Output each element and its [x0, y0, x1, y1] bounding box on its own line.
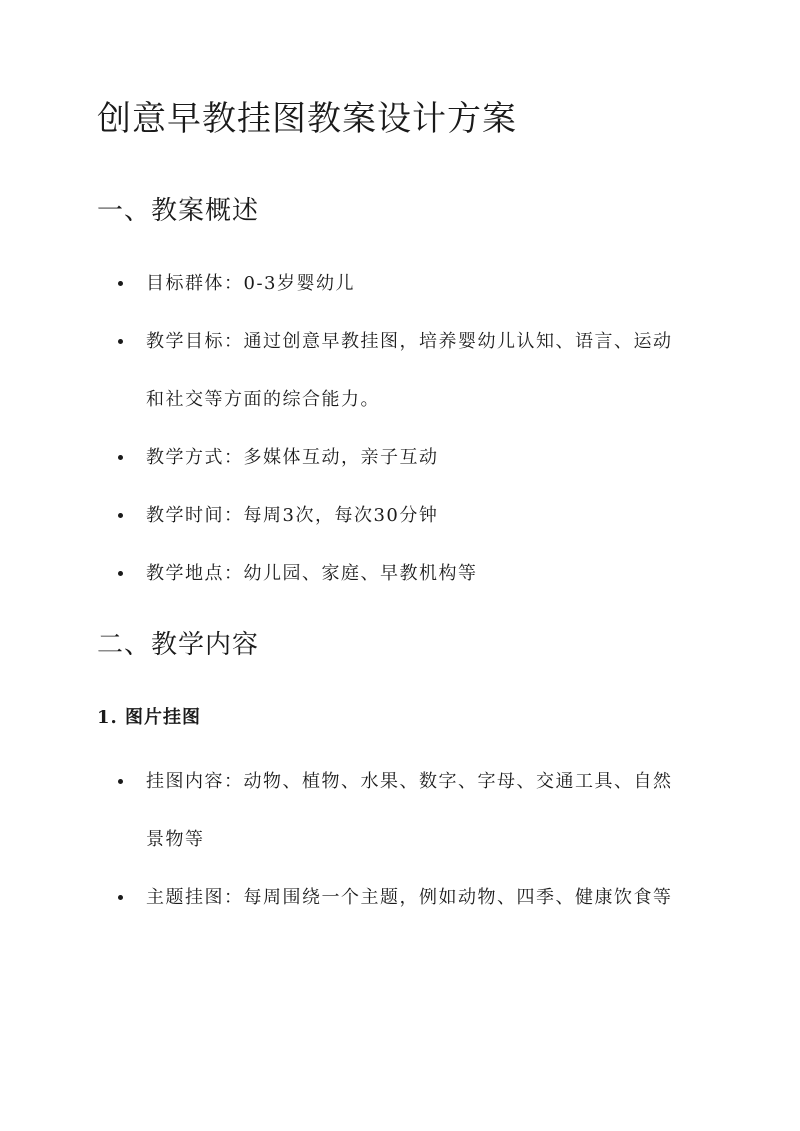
list-item-text: 教学时间：每周3次，每次30分钟: [146, 505, 439, 526]
bullet-icon: [118, 513, 123, 518]
subsection-heading-picture-charts: 1. 图片挂图: [97, 707, 202, 728]
list-item-text: 教学地点：幼儿园、家庭、早教机构等: [146, 563, 478, 584]
picture-charts-list: [0, 753, 800, 927]
bullet-icon: [118, 895, 123, 900]
list-item-text: 主题挂图：每周围绕一个主题，例如动物、四季、健康饮食等: [146, 887, 673, 908]
document-title: 创意早教挂图教案设计方案: [97, 99, 517, 139]
overview-list: [0, 255, 800, 603]
list-item-text: 教学方式：多媒体互动，亲子互动: [146, 447, 439, 468]
bullet-icon: [118, 281, 123, 286]
bullet-icon: [118, 571, 123, 576]
list-item-text: 挂图内容：动物、植物、水果、数字、字母、交通工具、自然景物等: [146, 771, 673, 850]
list-item: [0, 545, 691, 603]
list-item: [0, 487, 691, 545]
list-item-text: 目标群体：0-3岁婴幼儿: [146, 273, 355, 294]
list-item: [0, 753, 691, 869]
bullet-icon: [118, 455, 123, 460]
list-item-text: 教学目标：通过创意早教挂图，培养婴幼儿认知、语言、运动和社交等方面的综合能力。: [146, 331, 673, 410]
bullet-icon: [118, 779, 123, 784]
list-item: [0, 869, 691, 927]
bullet-icon: [118, 339, 123, 344]
section-heading-overview: 一、教案概述: [97, 196, 260, 226]
list-item: [0, 429, 691, 487]
list-item: [0, 313, 691, 429]
list-item: [0, 255, 691, 313]
section-heading-content: 二、教学内容: [97, 630, 260, 660]
